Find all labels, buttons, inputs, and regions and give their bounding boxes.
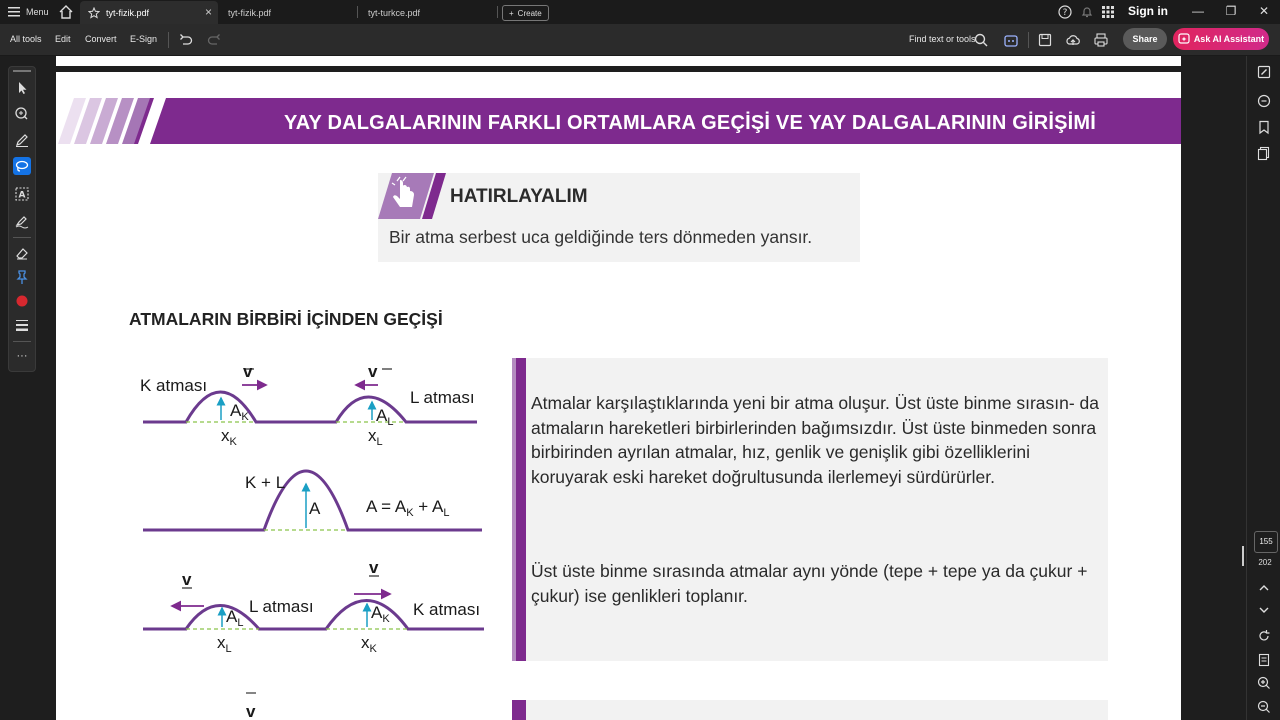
ai-assistant-button[interactable] xyxy=(1173,28,1269,50)
eraser-icon[interactable] xyxy=(13,244,31,262)
tab-tyt-fizik-active[interactable] xyxy=(80,1,218,24)
close-icon[interactable]: × xyxy=(204,5,212,19)
pdf-page xyxy=(56,72,1181,720)
star-icon[interactable] xyxy=(88,7,100,19)
menu-button[interactable] xyxy=(8,4,49,20)
width-l-label: $x_L$ xyxy=(217,633,232,655)
main-toolbar xyxy=(0,24,1280,56)
comment-icon[interactable] xyxy=(13,105,31,123)
rotate-icon[interactable] xyxy=(1256,628,1272,644)
scroll-down-icon[interactable] xyxy=(1256,602,1272,618)
l-atmasi-label: L atması xyxy=(249,597,314,616)
velocity-label: v xyxy=(368,362,378,381)
highlight-pen-icon[interactable] xyxy=(13,131,31,149)
previous-page-edge xyxy=(56,56,1181,66)
tab-bar xyxy=(0,0,1280,24)
info-box xyxy=(512,358,1108,661)
toolbar-divider xyxy=(168,32,169,48)
apps-grid-icon[interactable] xyxy=(1101,5,1115,19)
info-paragraph: Atmalar karşılaştıklarında yeni bir atma oluşur. Üst üste binme sırasın- da atmaların hareketleri birbirlerinden bağımsızdır. Üst üste binmeden sonra birbirinden ayrılan atmalar, hız, genlik ve genişlik gibi özelliklerini koruyarak eski hareket doğrultusunda ilerlemeyi sürdürürler. xyxy=(531,393,1100,487)
info-accent-bar xyxy=(512,700,526,720)
k-atmasi-label: K atması xyxy=(140,376,208,395)
width-l-label: $x_L$ xyxy=(368,426,383,448)
pages-icon[interactable] xyxy=(1256,145,1272,161)
svg-text:?: ? xyxy=(1062,8,1068,18)
bell-icon[interactable] xyxy=(1080,5,1094,19)
zoom-out-icon[interactable] xyxy=(1256,699,1272,715)
toolbar-divider xyxy=(1028,32,1029,48)
window-close-icon[interactable]: ✕ xyxy=(1258,4,1270,18)
tab-label: tyt-turkce.pdf xyxy=(368,7,421,18)
k-atmasi-label: K atması xyxy=(413,600,481,619)
cloud-upload-icon[interactable] xyxy=(1065,32,1081,48)
width-k-label: $x_K$ xyxy=(361,633,377,655)
scrollbar-thumb[interactable] xyxy=(1242,546,1244,566)
esign-menu[interactable]: E-Sign xyxy=(130,34,158,44)
rail-divider xyxy=(13,237,31,238)
all-tools-menu[interactable]: All tools xyxy=(10,34,42,44)
amplitude-k-label: $A_K$ xyxy=(371,603,390,625)
undo-icon[interactable] xyxy=(178,32,194,48)
tab-tyt-turkce[interactable] xyxy=(362,1,492,24)
search-icon[interactable] xyxy=(973,32,989,48)
more-options-icon[interactable]: ··· xyxy=(16,350,28,362)
amplitude-l-label: $A_L$ xyxy=(376,406,394,428)
help-icon[interactable] xyxy=(1058,5,1072,19)
find-text-label[interactable]: Find text or tools xyxy=(909,34,976,44)
hamburger-icon xyxy=(8,7,20,17)
tab-divider xyxy=(497,6,498,18)
rail-divider xyxy=(13,341,31,342)
next-info-box xyxy=(512,700,1108,720)
left-tool-rail xyxy=(8,66,36,372)
scroll-up-icon[interactable] xyxy=(1256,580,1272,596)
amplitude-sum-label: A xyxy=(309,499,321,518)
rail-grip xyxy=(13,70,31,72)
convert-menu[interactable]: Convert xyxy=(85,34,117,44)
line-weight-icon[interactable] xyxy=(13,316,31,334)
comment-bubble-icon[interactable] xyxy=(1256,93,1272,109)
sign-in-link[interactable]: Sign in xyxy=(1128,4,1168,18)
remember-title: HATIRLAYALIM xyxy=(450,186,588,207)
page-fit-icon[interactable] xyxy=(1256,652,1272,668)
edit-menu[interactable]: Edit xyxy=(55,34,71,44)
velocity-label: v xyxy=(369,558,379,577)
bookmark-icon[interactable] xyxy=(1256,119,1272,135)
tab-divider xyxy=(357,6,358,18)
amplitude-formula: $A = A_K + A_L$ xyxy=(366,497,450,519)
info-paragraph: Üst üste binme sırasında atmalar aynı yönde (tepe + tepe ya da çukur + çukur) ise genlikleri toplanır. xyxy=(531,561,1088,606)
tab-label: tyt-fizik.pdf xyxy=(228,7,272,18)
info-accent-bar-inner xyxy=(512,358,516,661)
tab-label: tyt-fizik.pdf xyxy=(106,7,150,18)
share-button[interactable]: Share xyxy=(1123,28,1167,50)
minimize-icon[interactable]: — xyxy=(1192,4,1204,18)
ai-assistant-label: Ask AI Assistant xyxy=(1193,34,1265,44)
info-accent-bar xyxy=(512,358,526,661)
lasso-icon xyxy=(13,157,31,175)
create-button[interactable] xyxy=(502,5,549,21)
pulse-diagram xyxy=(56,72,516,720)
right-tool-rail xyxy=(1246,56,1280,720)
home-icon[interactable] xyxy=(58,4,74,20)
select-cursor-icon[interactable] xyxy=(13,79,31,97)
menu-label: Menu xyxy=(26,7,49,17)
draw-tool-selected[interactable] xyxy=(13,157,31,175)
svg-text:A: A xyxy=(18,190,26,201)
plus-icon: + xyxy=(509,8,514,18)
maximize-icon[interactable]: ❐ xyxy=(1225,4,1237,18)
ai-tools-icon[interactable] xyxy=(1003,32,1019,48)
redo-icon[interactable] xyxy=(206,32,222,48)
section-heading: ATMALARIN BİRBİRİ İÇİNDEN GEÇİŞİ xyxy=(129,309,443,329)
ai-assistant-icon xyxy=(1178,33,1190,45)
total-pages-label: 202 xyxy=(1258,558,1272,567)
zoom-in-icon[interactable] xyxy=(1256,675,1272,691)
amplitude-k-label: $A_K$ xyxy=(230,401,249,423)
tab-tyt-fizik[interactable] xyxy=(222,1,352,24)
width-k-label: $x_K$ xyxy=(221,426,237,448)
save-icon[interactable] xyxy=(1037,32,1053,48)
l-atmasi-label: L atması xyxy=(410,388,475,407)
document-viewport[interactable] xyxy=(36,56,1246,720)
pin-icon[interactable] xyxy=(13,268,31,286)
velocity-label: v xyxy=(246,702,256,720)
amplitude-l-label: $A_L$ xyxy=(226,607,244,629)
k-plus-l-label: K + L xyxy=(245,473,286,492)
velocity-label: v xyxy=(243,362,253,381)
color-picker-icon[interactable] xyxy=(13,292,31,310)
fill-sign-icon[interactable] xyxy=(13,212,31,230)
edit-document-icon[interactable] xyxy=(1256,64,1272,80)
banner-title: YAY DALGALARININ FARKLI ORTAMLARA GEÇİŞİ VE YAY DALGALARININ GİRİŞİMİ xyxy=(284,112,1097,134)
text-box-icon[interactable] xyxy=(13,185,31,203)
create-label: Create xyxy=(517,8,542,18)
velocity-label: v xyxy=(182,570,192,589)
current-page-input[interactable]: 155 xyxy=(1254,531,1278,553)
remember-text: Bir atma serbest uca geldiğinde ters dönmeden yansır. xyxy=(389,227,813,247)
print-icon[interactable] xyxy=(1093,32,1109,48)
